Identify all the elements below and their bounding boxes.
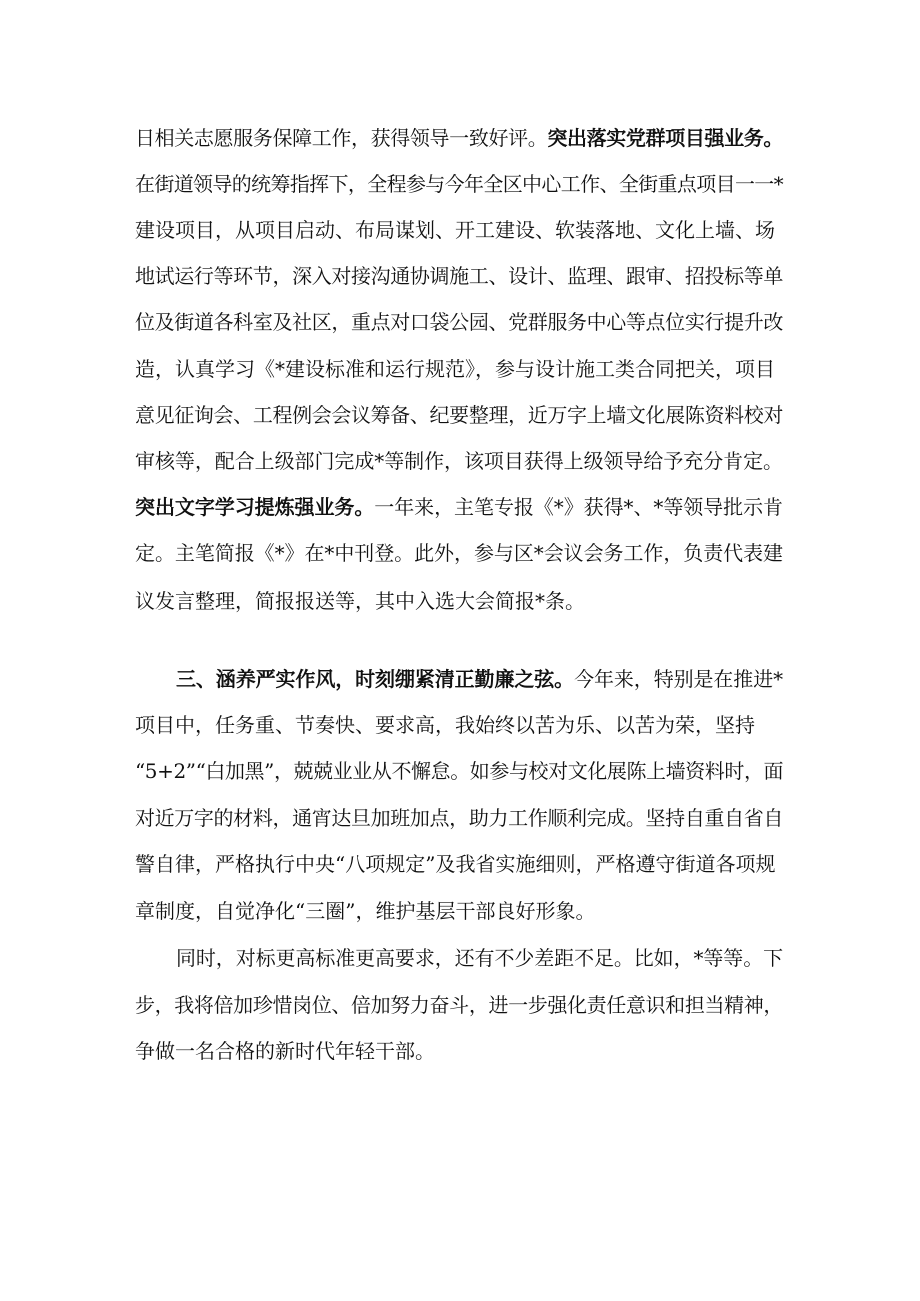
text-span: 今年来，特别是在推进*: [574, 667, 784, 691]
text-line: [135, 711, 783, 739]
text-line: [135, 757, 783, 785]
text-line: [135, 1037, 783, 1065]
text-span: 意见征询会、工程例会会议筹备、纪要整理，近万字上墙文化展陈资料校对: [135, 403, 783, 427]
text-span: 造，认真学习《*建设标准和运行规范》，参与设计施工类合同把关，项目: [135, 357, 775, 381]
text-line: [135, 124, 783, 152]
text-span: 定。主笔简报《*》在*中刊登。此外，参与区*会议会务工作，负责代表建: [135, 541, 783, 565]
text-span: 章制度，自觉净化“三圈”，维护基层干部良好形象。: [135, 899, 596, 923]
text-span: 同时，对标更高标准更高要求，还有不少差距不足。比如，*等等。下: [176, 946, 783, 970]
text-line: [135, 493, 783, 521]
text-span: 建设项目，从项目启动、布局谋划、开工建设、软装落地、文化上墙、场: [135, 218, 775, 242]
text-line: [135, 539, 783, 567]
text-span: 位及街道各科室及社区，重点对口袋公园、党群服务中心等点位实行提升改: [135, 310, 783, 334]
text-span: 争做一名合格的新时代年轻干部。: [135, 1039, 435, 1063]
bold-heading: 突出落实党群项目强业务。: [547, 126, 784, 150]
bold-heading: 突出文字学习提炼强业务。: [135, 495, 375, 519]
text-line: [176, 944, 783, 972]
text-span: 对近万字的材料，通宵达旦加班加点，助力工作顺利完成。坚持自重自省自: [135, 806, 783, 830]
text-line: [135, 170, 783, 198]
text-span: 一年来，主笔专报《*》获得*、*等领导批示肯: [374, 495, 784, 519]
text-span: 在街道领导的统筹指挥下，全程参与今年全区中心工作、全街重点项目一一*: [135, 172, 783, 196]
text-line: [135, 850, 783, 878]
text-line: [135, 897, 783, 925]
text-line: [135, 991, 783, 1019]
text-line: [135, 308, 783, 336]
text-line: [135, 804, 783, 832]
text-span: 警自律，严格执行中央“八项规定”及我省实施细则，严格遵守街道各项规: [135, 852, 776, 876]
bold-heading: 三、涵养严实作风，时刻绷紧清正勤廉之弦。: [176, 667, 575, 691]
text-line: [135, 447, 783, 475]
text-line: [135, 587, 783, 615]
text-span: 地试运行等环节，深入对接沟通协调施工、设计、监理、跟审、招投标等单: [135, 264, 783, 288]
text-line: [135, 262, 783, 290]
text-span: 审核等，配合上级部门完成*等制作，该项目获得上级领导给予充分肯定。: [135, 449, 783, 473]
text-line: [135, 401, 783, 429]
text-span: “5+2”“白加黑”，兢兢业业从不懈怠。如参与校对文化展陈上墙资料时，面: [135, 759, 784, 783]
text-span: 日相关志愿服务保障工作，获得领导一致好评。: [135, 126, 548, 150]
text-span: 步，我将倍加珍惜岗位、倍加努力奋斗，进一步强化责任意识和担当精神，: [135, 993, 783, 1017]
text-line: [176, 665, 783, 693]
text-span: 议发言整理，简报报送等，其中入选大会简报*条。: [135, 589, 585, 613]
text-span: 项目中，任务重、节奏快、要求高，我始终以苦为乐、以苦为荣，坚持: [135, 713, 755, 737]
text-line: [135, 216, 783, 244]
text-line: [135, 355, 783, 383]
